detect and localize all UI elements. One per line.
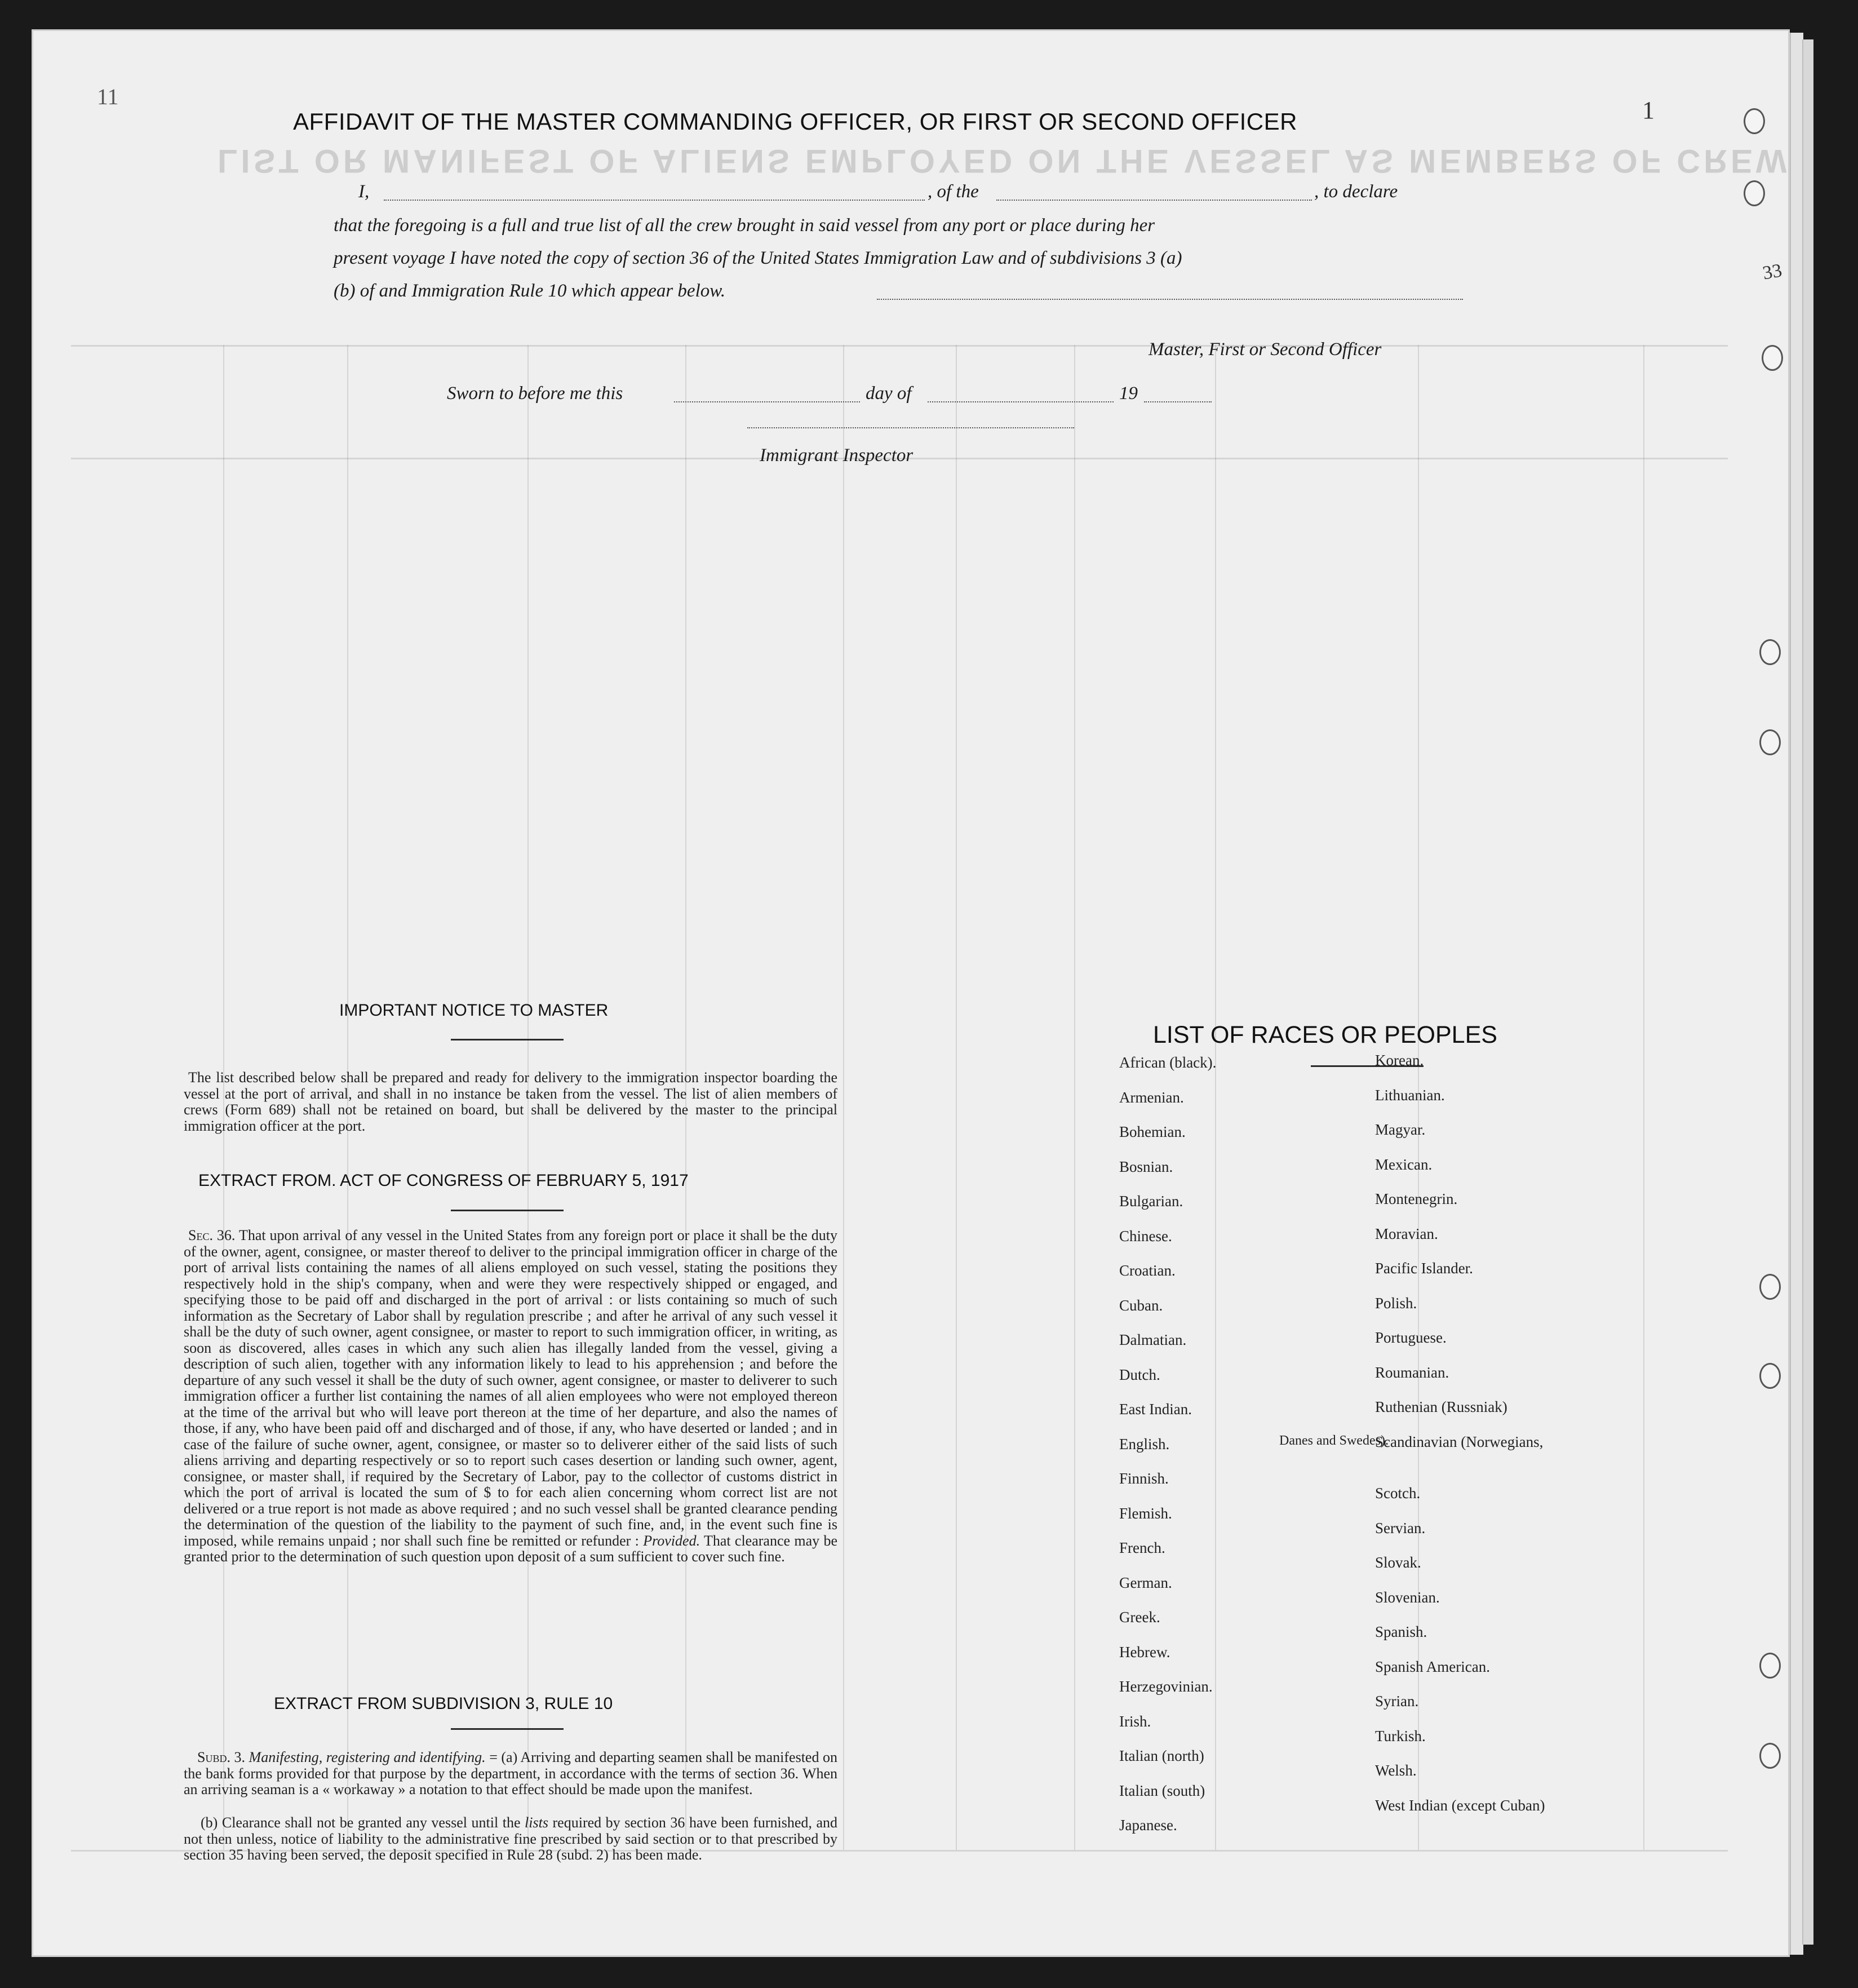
declarant-name-blank[interactable] xyxy=(384,200,925,201)
inspector-signature-blank[interactable] xyxy=(747,427,1074,428)
page-edge-stack-2 xyxy=(1802,39,1813,1945)
race-item: Roumanian. xyxy=(1375,1363,1449,1381)
bleed-through-col-4 xyxy=(1074,345,1075,1850)
act-extract-title: EXTRACT FROM. ACT OF CONGRESS OF FEBRUARY 5, 1917 xyxy=(198,1171,689,1190)
affidavit-title: AFFIDAVIT OF THE MASTER COMMANDING OFFICER, OR FIRST OR SECOND OFFICER xyxy=(293,108,1297,135)
race-item: East Indian. xyxy=(1119,1401,1192,1418)
race-item: Danes and Swedes). xyxy=(1279,1433,1389,1448)
race-item: Cuban. xyxy=(1119,1296,1163,1314)
punch-hole xyxy=(1762,345,1783,371)
subd-3-text-b-pre: (b) Clearance shall not be granted any vessel until the xyxy=(201,1814,521,1831)
section-36-lead: Sec. 36. xyxy=(188,1227,236,1243)
act-extract-rule xyxy=(451,1210,564,1211)
race-item: Italian (north) xyxy=(1119,1747,1204,1764)
race-item: Bulgarian. xyxy=(1119,1193,1183,1210)
race-item: Mexican. xyxy=(1375,1155,1433,1173)
manifest-page xyxy=(32,29,1790,1957)
rule-extract-text-b xyxy=(184,1815,837,1863)
race-item: English. xyxy=(1119,1435,1170,1453)
page-edge-stack xyxy=(1790,33,1803,1955)
sworn-label: Sworn to before me this xyxy=(447,383,623,404)
affidavit-declarant-label: I, xyxy=(358,181,370,202)
notice-title: IMPORTANT NOTICE TO MASTER xyxy=(339,1001,609,1020)
race-item: Montenegrin. xyxy=(1375,1190,1458,1207)
races-title: LIST OF RACES OR PEOPLES xyxy=(1153,1021,1497,1048)
race-item: Scandinavian (Norwegians, xyxy=(1375,1433,1544,1450)
subd-3-lead: Subd. 3. xyxy=(197,1749,245,1765)
subd-3-heading: Manifesting, registering and identifying. xyxy=(249,1749,486,1765)
race-item: Servian. xyxy=(1375,1519,1426,1537)
race-item: Dalmatian. xyxy=(1119,1331,1187,1348)
race-item: Herzegovinian. xyxy=(1119,1678,1213,1695)
race-item: Bohemian. xyxy=(1119,1123,1186,1140)
notice-text: The list described below shall be prepared and ready for delivery to the immigration inspector boarding the vessel at the port of arrival, and shall in no instance be taken from the vessel. The list of alien members of crews (Form 689) shall not be retained on board, but shall be delivered by the master to the principal immigration officer at the port. xyxy=(184,1069,837,1134)
rule-extract-title: EXTRACT FROM SUBDIVISION 3, RULE 10 xyxy=(274,1694,613,1713)
bleed-through-table-top xyxy=(71,345,1728,347)
sworn-year-blank[interactable] xyxy=(1144,401,1212,402)
subd-3-text-b-post: required by section 36 have been furnished, and not then unless, notice of liability to the administrative fine prescribed by said section or to that prescribed by section 35 having been served, the deposit specified in Rule 28 (subd. 2) has been made. xyxy=(184,1814,837,1863)
rule-extract-text-a xyxy=(184,1750,837,1798)
race-item: Magyar. xyxy=(1375,1121,1426,1138)
race-item: Moravian. xyxy=(1375,1225,1438,1242)
race-item: Bosnian. xyxy=(1119,1158,1173,1175)
race-item: Polish. xyxy=(1375,1294,1417,1312)
punch-hole xyxy=(1759,639,1781,665)
signature-caption: Master, First or Second Officer xyxy=(1148,339,1382,360)
punch-hole xyxy=(1759,1743,1781,1769)
race-item: Slovak. xyxy=(1375,1554,1421,1571)
race-item: German. xyxy=(1119,1574,1172,1591)
sworn-day-blank[interactable] xyxy=(674,401,860,402)
subd-3-text-b-lists: lists xyxy=(525,1814,548,1831)
affidavit-line-4: (b) of and Immigration Rule 10 which appear below. xyxy=(334,281,726,301)
race-item: Chinese. xyxy=(1119,1227,1172,1245)
sworn-month-blank[interactable] xyxy=(928,401,1114,402)
section-36-provided: Provided. xyxy=(643,1532,700,1549)
corner-number: 11 xyxy=(97,84,119,109)
punch-hole xyxy=(1744,180,1765,206)
race-item: Armenian. xyxy=(1119,1088,1184,1106)
punch-hole xyxy=(1744,108,1765,134)
race-item: Korean. xyxy=(1375,1052,1424,1069)
inspector-caption: Immigrant Inspector xyxy=(760,445,914,466)
race-item: Spanish. xyxy=(1375,1623,1427,1640)
race-item: Spanish American. xyxy=(1375,1658,1490,1675)
affidavit-declare-label: , to declare xyxy=(1314,181,1398,202)
race-item: Greek. xyxy=(1119,1609,1160,1626)
race-item: Welsh. xyxy=(1375,1762,1417,1779)
race-item: Pacific Islander. xyxy=(1375,1260,1473,1277)
day-of-label: day of xyxy=(866,383,912,404)
corner-mark: 1 xyxy=(1642,96,1655,124)
race-item: Irish. xyxy=(1119,1712,1151,1730)
bleed-through-col-6 xyxy=(843,345,844,1850)
race-item: Slovenian. xyxy=(1375,1588,1440,1606)
act-extract-text xyxy=(184,1228,837,1565)
edge-tab-number: 33 xyxy=(1761,260,1784,284)
rule-extract-rule xyxy=(451,1728,564,1730)
race-item: Finnish. xyxy=(1119,1470,1169,1487)
affidavit-of-the-label: , of the xyxy=(928,181,979,202)
race-item: Scotch. xyxy=(1375,1485,1421,1502)
race-item: Ruthenian (Russniak) xyxy=(1375,1398,1507,1415)
race-item: Dutch. xyxy=(1119,1366,1160,1383)
subd-3-text-a: = (a) Arriving and departing seamen shall be manifested on the bank forms provided for that purpose by the department, in accordance with the terms of section 36. When an arriving seaman is a « workaway » a notation to that effect should be made upon the manifest. xyxy=(184,1749,837,1797)
bleed-through-heading: LIST OR MANIFEST OF ALIENS EMPLOYED ON THE VESSEL AS MEMBERS OF CREW xyxy=(218,143,1790,179)
punch-hole xyxy=(1759,1274,1781,1300)
bleed-through-col-5 xyxy=(956,345,957,1850)
race-item: Syrian. xyxy=(1375,1693,1419,1710)
affidavit-line-3: present voyage I have noted the copy of section 36 of the United States Immigration Law and of subdivisions 3 (a) xyxy=(334,248,1182,268)
race-item: French. xyxy=(1119,1539,1165,1556)
affidavit-line-4-fill xyxy=(877,299,1463,300)
punch-hole xyxy=(1759,729,1781,755)
race-item: Italian (south) xyxy=(1119,1782,1205,1799)
race-item: Flemish. xyxy=(1119,1504,1172,1522)
bleed-through-col-3 xyxy=(1215,345,1216,1850)
race-item: Portuguese. xyxy=(1375,1329,1447,1346)
affidavit-line-2: that the foregoing is a full and true list of all the crew brought in said vessel from any port or place during her xyxy=(334,215,1155,236)
race-item: Croatian. xyxy=(1119,1262,1176,1279)
notice-title-rule xyxy=(451,1039,564,1041)
vessel-name-blank[interactable] xyxy=(996,200,1312,201)
bleed-through-col-1 xyxy=(1643,345,1644,1850)
race-item: Lithuanian. xyxy=(1375,1086,1445,1104)
race-item: Turkish. xyxy=(1375,1727,1426,1745)
section-36-tail: That clearance may be granted prior to the determination of such question upon deposit of a sum sufficient to cover such fine. xyxy=(184,1532,837,1565)
race-item: West Indian (except Cuban) xyxy=(1375,1796,1545,1814)
race-item: Japanese. xyxy=(1119,1817,1177,1834)
year-prefix: 19 xyxy=(1119,383,1138,404)
race-item: Hebrew. xyxy=(1119,1643,1170,1661)
punch-hole xyxy=(1759,1363,1781,1389)
punch-hole xyxy=(1759,1653,1781,1679)
race-item: African (black). xyxy=(1119,1054,1217,1071)
section-36-body: That upon arrival of any vessel in the United States from any foreign port or place it shall be the duty of the owner, agent, consignee, or master thereof to deliver to the principal immigration officer in charge of the port of arrival lists containing the names of all aliens employed on such vessel, stating the positions they respectively hold in the ship's company, when and were they were respectively shipped or engaged, and specifying those to be paid off and discharged in the port of arrival : or lists containing so much of such information as the Secretary of Labor shall by regulation prescribe ; and after he arrival of any such vessel it shall be the duty of such owner, agent consignee, or master to report to such immigration officer, in writing, as soon as discovered, alles cases in which any such alien has illegally landed from the vessel, giving a description of such alien, together with any information likely to lead to his apprehension ; and before the departure of any such vessel it shall be the duty of such owner, agent consignee, or master to deliverer to such immigration officer a further list containing the names of all alien employees who were not employed thereon at the time of the arrival but who will leave port thereon at the time of her departure, and also the names of those, if any, who have been paid off and discharged and of those, if any, who have deserted or landed ; and in case of the failure of suche owner, agent, consignee, or master so to deliverer either of the said lists of such aliens arriving and departing respectively or so to report such cases desertion or landing such owner, agent, consignee, or master shall, if required by the Secretary of Labor, pay to the collector of customs district in which the port of arrival is located the sum of $ to for each alien concerning whom correct list are not delivered or a true report is not made as above required ; and no such vessel shall be granted clearance pending the determination of the question of the liability to the payment of such fine, and, in the event such fine is imposed, while remains unpaid ; nor shall such fine be remitted or refunder : xyxy=(184,1227,837,1549)
